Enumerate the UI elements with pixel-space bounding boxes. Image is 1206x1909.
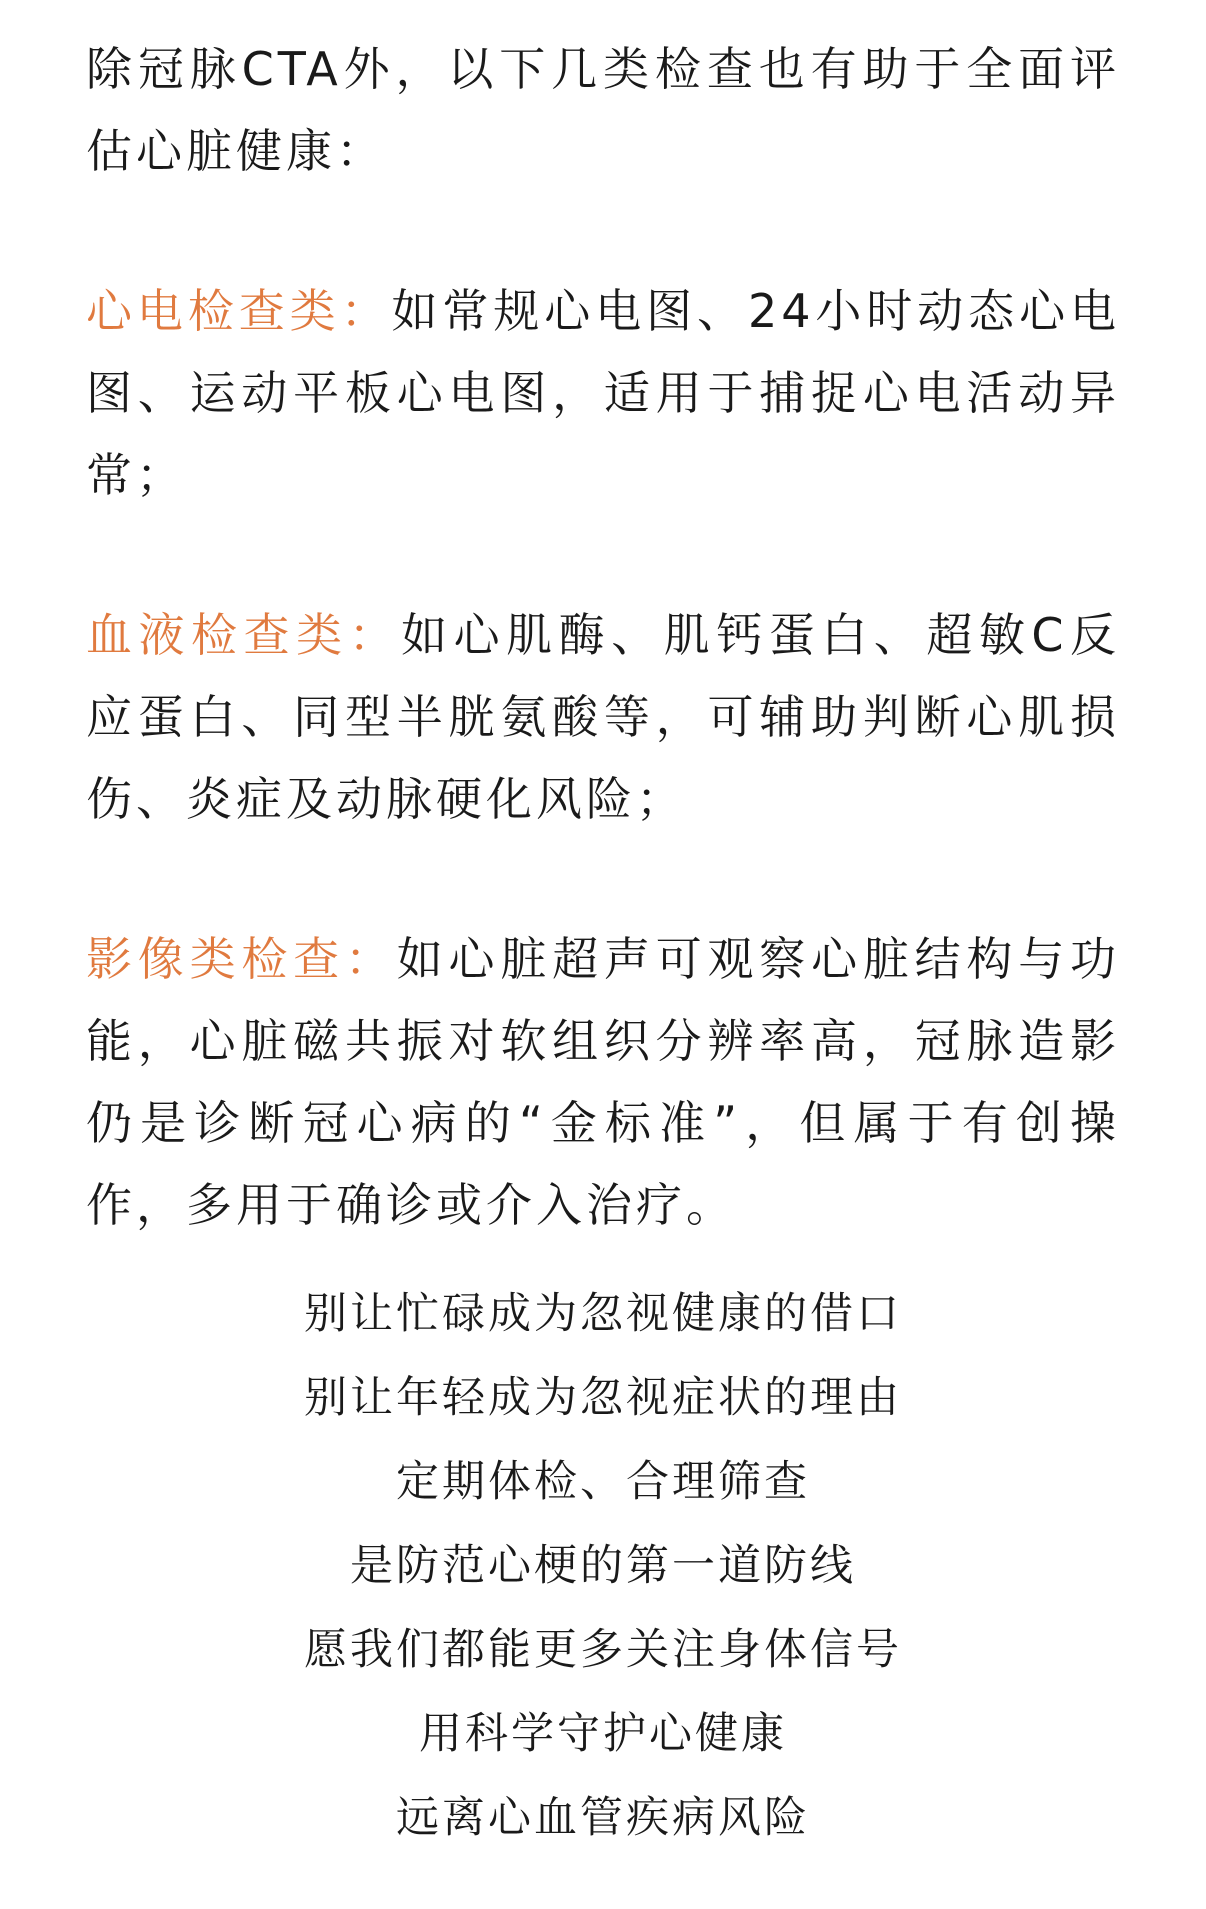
- closing-line: 别让忙碌成为忽视健康的借口: [304, 1289, 902, 1339]
- closing-line: 是防范心梗的第一道防线: [350, 1541, 856, 1591]
- closing-line: 愿我们都能更多关注身体信号: [304, 1625, 902, 1675]
- section-ecg: [86, 270, 1120, 516]
- intro-paragraph: 除冠脉CTA外，以下几类检查也有助于全面评估心脏健康：: [86, 42, 1120, 178]
- closing-message: [0, 1272, 1206, 1860]
- section-imaging: [86, 918, 1120, 1246]
- section-text-blood: 如心肌酶、肌钙蛋白、超敏C反应蛋白、同型半胱氨酸等，可辅助判断心肌损伤、炎症及动脉硬化风险；: [86, 608, 1121, 826]
- section-text-imaging: 如心脏超声可观察心脏结构与功能，心脏磁共振对软组织分辨率高，冠脉造影仍是诊断冠心病的“金标准”，但属于有创操作，多用于确诊或介入治疗。: [86, 932, 1121, 1232]
- closing-line: 用科学守护心健康: [419, 1709, 787, 1759]
- section-blood: [86, 594, 1120, 840]
- section-label-blood: 血液检查类：: [86, 608, 402, 662]
- section-label-ecg: 心电检查类：: [86, 284, 392, 338]
- section-label-imaging: 影像类检查：: [86, 932, 397, 986]
- section-text-ecg: 如常规心电图、24小时动态心电图、运动平板心电图，适用于捕捉心电活动异常；: [86, 284, 1120, 502]
- closing-line: 别让年轻成为忽视症状的理由: [304, 1373, 902, 1423]
- closing-line: 定期体检、合理筛查: [396, 1457, 810, 1507]
- closing-line: 远离心血管疾病风险: [396, 1793, 810, 1843]
